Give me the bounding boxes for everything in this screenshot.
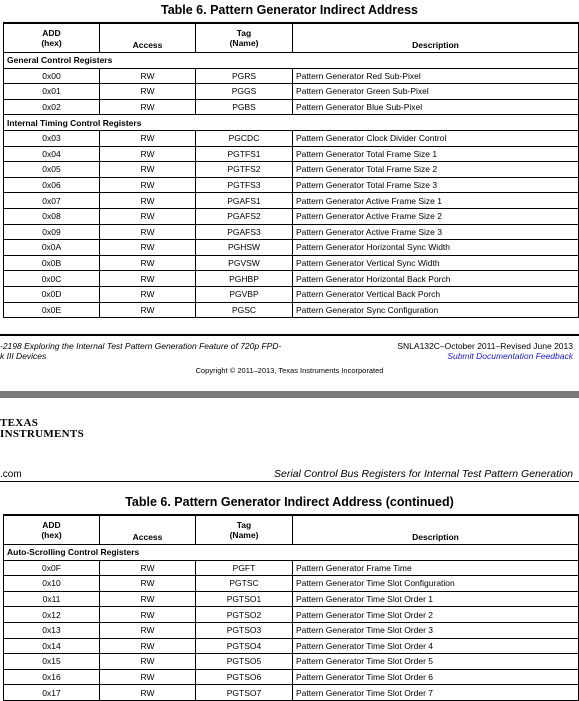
cell-tag: PGTFS1 — [196, 146, 293, 162]
cell-address: 0x03 — [4, 130, 100, 146]
cell-description: Pattern Generator Active Frame Size 3 — [293, 224, 579, 240]
cell-access: RW — [100, 146, 196, 162]
cell-description: Pattern Generator Clock Divider Control — [293, 130, 579, 146]
cell-address: 0x06 — [4, 177, 100, 193]
cell-access: RW — [100, 84, 196, 100]
footer-rule — [0, 334, 579, 336]
cell-access: RW — [100, 162, 196, 178]
register-table — [3, 22, 579, 318]
column-header-tag: Tag (Name) — [196, 23, 293, 53]
section-header-row — [4, 545, 579, 561]
cell-tag: PGTSC — [196, 576, 293, 592]
cell-tag: PGHSW — [196, 240, 293, 256]
table-row — [4, 255, 579, 271]
cell-access: RW — [100, 654, 196, 670]
cell-tag: PGVSW — [196, 255, 293, 271]
cell-address: 0x05 — [4, 162, 100, 178]
table-row — [4, 99, 579, 115]
ti-logo: TEXAS INSTRUMENTS — [0, 417, 84, 440]
cell-address: 0x01 — [4, 84, 100, 100]
page-divider — [0, 391, 579, 398]
cell-access: RW — [100, 669, 196, 685]
cell-description: Pattern Generator Time Slot Order 6 — [293, 669, 579, 685]
cell-tag: PGAFS3 — [196, 224, 293, 240]
table-row — [4, 146, 579, 162]
cell-description: Pattern Generator Vertical Sync Width — [293, 255, 579, 271]
cell-description: Pattern Generator Time Slot Order 7 — [293, 685, 579, 701]
cell-description: Pattern Generator Blue Sub-Pixel — [293, 99, 579, 115]
cell-address: 0x0D — [4, 286, 100, 302]
cell-description: Pattern Generator Red Sub-Pixel — [293, 68, 579, 84]
cell-address: 0x0C — [4, 271, 100, 287]
cell-address: 0x10 — [4, 576, 100, 592]
cell-description: Pattern Generator Horizontal Sync Width — [293, 240, 579, 256]
cell-address: 0x07 — [4, 193, 100, 209]
submit-feedback-link[interactable]: Submit Documentation Feedback — [447, 351, 573, 361]
table-row — [4, 68, 579, 84]
cell-address: 0x13 — [4, 622, 100, 638]
cell-address: 0x0A — [4, 240, 100, 256]
table-row — [4, 224, 579, 240]
cell-description: Pattern Generator Active Frame Size 2 — [293, 208, 579, 224]
cell-access: RW — [100, 177, 196, 193]
cell-description: Pattern Generator Total Frame Size 3 — [293, 177, 579, 193]
cell-tag: PGTSO2 — [196, 607, 293, 623]
cell-description: Pattern Generator Horizontal Back Porch — [293, 271, 579, 287]
cell-address: 0x17 — [4, 685, 100, 701]
table-row — [4, 638, 579, 654]
cell-access: RW — [100, 224, 196, 240]
cell-access: RW — [100, 560, 196, 576]
table-row — [4, 240, 579, 256]
cell-description: Pattern Generator Total Frame Size 2 — [293, 162, 579, 178]
cell-address: 0x0E — [4, 302, 100, 318]
cell-access: RW — [100, 130, 196, 146]
cell-address: 0x09 — [4, 224, 100, 240]
cell-access: RW — [100, 208, 196, 224]
cell-address: 0x11 — [4, 591, 100, 607]
table-caption-continued: Table 6. Pattern Generator Indirect Address (continued) — [125, 495, 454, 509]
header-url: .com — [0, 469, 22, 480]
table-row — [4, 560, 579, 576]
cell-description: Pattern Generator Green Sub-Pixel — [293, 84, 579, 100]
column-header-add: ADD (hex) — [4, 515, 100, 545]
cell-description: Pattern Generator Time Slot Order 2 — [293, 607, 579, 623]
cell-tag: PGSC — [196, 302, 293, 318]
cell-tag: PGGS — [196, 84, 293, 100]
cell-address: 0x12 — [4, 607, 100, 623]
cell-tag: PGFT — [196, 560, 293, 576]
cell-tag: PGVBP — [196, 286, 293, 302]
copyright-text: Copyright © 2011–2013, Texas Instruments Incorporated — [195, 366, 384, 375]
table-row — [4, 208, 579, 224]
table-row — [4, 193, 579, 209]
section-title: Auto-Scrolling Control Registers — [4, 545, 579, 561]
cell-description: Pattern Generator Sync Configuration — [293, 302, 579, 318]
cell-tag: PGTSO5 — [196, 654, 293, 670]
table-row — [4, 669, 579, 685]
section-title: Internal Timing Control Registers — [4, 115, 579, 131]
table-row — [4, 302, 579, 318]
cell-access: RW — [100, 685, 196, 701]
cell-tag: PGTSO7 — [196, 685, 293, 701]
cell-access: RW — [100, 607, 196, 623]
cell-tag: PGTSO3 — [196, 622, 293, 638]
cell-tag: PGRS — [196, 68, 293, 84]
table-row — [4, 607, 579, 623]
cell-access: RW — [100, 286, 196, 302]
cell-access: RW — [100, 99, 196, 115]
cell-address: 0x0B — [4, 255, 100, 271]
cell-description: Pattern Generator Vertical Back Porch — [293, 286, 579, 302]
cell-address: 0x00 — [4, 68, 100, 84]
cell-access: RW — [100, 302, 196, 318]
cell-access: RW — [100, 68, 196, 84]
table-row — [4, 177, 579, 193]
table-row — [4, 576, 579, 592]
table-row — [4, 130, 579, 146]
column-header-tag: Tag (Name) — [196, 515, 293, 545]
header-rule — [0, 481, 579, 482]
column-header-access: Access — [100, 23, 196, 53]
cell-description: Pattern Generator Time Slot Order 4 — [293, 638, 579, 654]
cell-access: RW — [100, 622, 196, 638]
cell-tag: PGHBP — [196, 271, 293, 287]
cell-tag: PGTFS3 — [196, 177, 293, 193]
cell-address: 0x0F — [4, 560, 100, 576]
cell-address: 0x02 — [4, 99, 100, 115]
table-row — [4, 286, 579, 302]
footer-doc-info: SNLA132C–October 2011–Revised June 2013 Submit Documentation Feedback — [397, 341, 573, 361]
cell-tag: PGCDC — [196, 130, 293, 146]
column-header-description: Description — [293, 515, 579, 545]
cell-access: RW — [100, 638, 196, 654]
cell-address: 0x08 — [4, 208, 100, 224]
footer-document-title: -2198 Exploring the Internal Test Pattern Generation Feature of 720p FPD- k III Devices — [0, 341, 282, 361]
cell-access: RW — [100, 271, 196, 287]
cell-description: Pattern Generator Time Slot Order 5 — [293, 654, 579, 670]
cell-tag: PGTSO6 — [196, 669, 293, 685]
section-header-row — [4, 115, 579, 131]
cell-description: Pattern Generator Time Slot Configuration — [293, 576, 579, 592]
cell-access: RW — [100, 255, 196, 271]
table-row — [4, 685, 579, 701]
table-row — [4, 654, 579, 670]
cell-tag: PGBS — [196, 99, 293, 115]
cell-tag: PGTSO1 — [196, 591, 293, 607]
section-title: General Control Registers — [4, 53, 579, 69]
section-header: Serial Control Bus Registers for Internal Test Pattern Generation — [273, 468, 573, 480]
table-row — [4, 84, 579, 100]
cell-address: 0x14 — [4, 638, 100, 654]
table-row — [4, 622, 579, 638]
cell-description: Pattern Generator Total Frame Size 1 — [293, 146, 579, 162]
table-row — [4, 591, 579, 607]
cell-access: RW — [100, 591, 196, 607]
table-row — [4, 271, 579, 287]
cell-address: 0x04 — [4, 146, 100, 162]
cell-tag: PGTSO4 — [196, 638, 293, 654]
cell-description: Pattern Generator Frame Time — [293, 560, 579, 576]
cell-address: 0x15 — [4, 654, 100, 670]
cell-tag: PGTFS2 — [196, 162, 293, 178]
column-header-access: Access — [100, 515, 196, 545]
column-header-add: ADD (hex) — [4, 23, 100, 53]
cell-access: RW — [100, 240, 196, 256]
cell-tag: PGAFS2 — [196, 208, 293, 224]
register-table-continued — [3, 514, 579, 701]
cell-access: RW — [100, 193, 196, 209]
section-header-row — [4, 53, 579, 69]
cell-description: Pattern Generator Time Slot Order 3 — [293, 622, 579, 638]
table-caption: Table 6. Pattern Generator Indirect Address — [160, 3, 419, 17]
cell-address: 0x16 — [4, 669, 100, 685]
cell-description: Pattern Generator Active Frame Size 1 — [293, 193, 579, 209]
table-row — [4, 162, 579, 178]
column-header-description: Description — [293, 23, 579, 53]
cell-access: RW — [100, 576, 196, 592]
cell-description: Pattern Generator Time Slot Order 1 — [293, 591, 579, 607]
cell-tag: PGAFS1 — [196, 193, 293, 209]
